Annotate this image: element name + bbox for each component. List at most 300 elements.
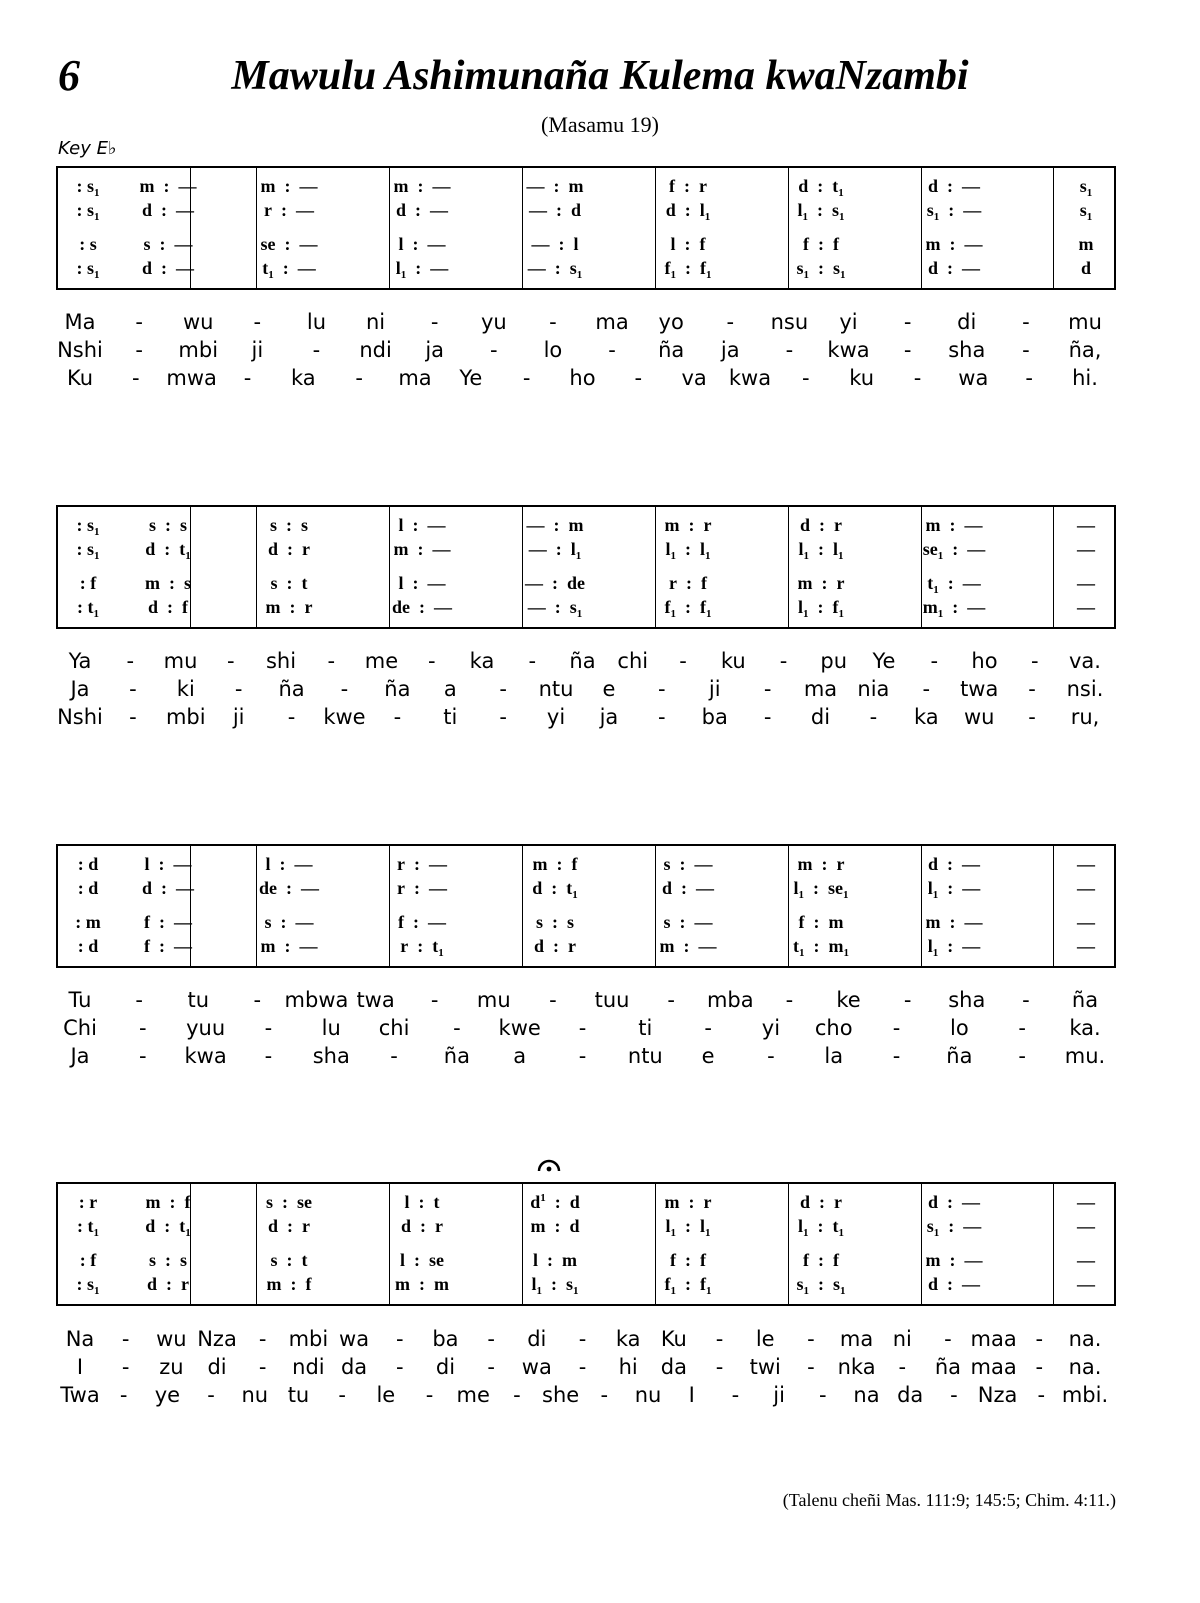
solfa-cell: : $s_1$: [76, 176, 100, 199]
lyric-syllable: wa: [521, 1355, 552, 1379]
solfa-cell: r : —: [397, 878, 447, 898]
syllable-hyphen: -: [427, 649, 436, 673]
syllable-hyphen: -: [430, 310, 439, 334]
syllable-hyphen: -: [528, 649, 537, 673]
lyric-syllable: ma: [839, 1327, 874, 1351]
solfa-cell: s : t: [270, 1250, 308, 1270]
solfa-cell: l : se: [400, 1250, 444, 1270]
solfa-cell: $l_1$ : —: [927, 878, 981, 901]
lyric-syllable: ña: [946, 1044, 973, 1068]
lyric-syllable: Ya: [68, 649, 92, 673]
syllable-hyphen: -: [658, 677, 666, 701]
solfa-cell: —: [1077, 1192, 1095, 1212]
lyric-syllable: sha: [948, 988, 986, 1012]
syllable-hyphen: -: [1018, 1016, 1026, 1040]
lyric-syllable: Chi: [63, 1016, 97, 1040]
lyric-syllable: Ja: [70, 677, 90, 701]
solfa-cell: r : f: [669, 573, 707, 593]
lyric-syllable: yi: [546, 705, 566, 729]
lyric-syllable: e: [701, 1044, 715, 1068]
syllable-hyphen: -: [390, 1044, 398, 1068]
solfa-cell: l : —: [144, 854, 192, 874]
solfa-cell: f : f: [670, 1250, 706, 1270]
syllable-hyphen: -: [704, 1016, 712, 1040]
lyric-syllable: ña: [934, 1355, 962, 1379]
syllable-hyphen: -: [513, 1383, 521, 1407]
lyric-syllable: ku: [720, 649, 746, 673]
lyric-syllable: yi: [761, 1016, 781, 1040]
solfa-cell: s : —: [663, 912, 713, 932]
syllable-hyphen: -: [608, 338, 616, 362]
solfa-cell: de : —: [392, 597, 452, 617]
syllable-hyphen: -: [944, 1327, 952, 1351]
solfa-cell: d : f: [148, 597, 188, 617]
lyric-syllable: ka: [290, 366, 316, 390]
syllable-hyphen: -: [549, 988, 557, 1012]
solfa-cell: l : —: [398, 515, 446, 535]
solfa-cell: — : $s_1$: [527, 597, 583, 620]
syllable-hyphen: -: [950, 1383, 958, 1407]
solfa-cell: m : —: [260, 936, 318, 956]
solfa-cell: —: [1077, 878, 1095, 898]
bar-line: [788, 1184, 789, 1304]
solfa-cell: $f_1$ : $f_1$: [664, 258, 712, 281]
syllable-hyphen: -: [522, 366, 531, 390]
lyric-syllable: le: [755, 1327, 775, 1351]
solfa-cell: —: [1077, 597, 1095, 617]
bar-line: [522, 846, 523, 966]
lyric-syllable: va: [681, 366, 707, 390]
lyric-syllable: tu: [287, 1383, 310, 1407]
syllable-hyphen: -: [126, 649, 135, 673]
solfa-cell: —: [1077, 936, 1095, 956]
lyric-syllable: mbwa: [284, 988, 349, 1012]
lyric-syllable: Na: [65, 1327, 95, 1351]
solfa-cell: d : —: [927, 1274, 981, 1294]
solfa-cell: m : s: [145, 573, 191, 593]
syllable-hyphen: -: [253, 988, 262, 1012]
lyric-syllable: Nshi: [57, 705, 103, 729]
solfa-cell: m : —: [925, 1250, 983, 1270]
solfa-cell: : d: [77, 936, 99, 956]
lyric-syllable: yuu: [186, 1016, 226, 1040]
lyric-syllable: Twa: [60, 1383, 100, 1407]
solfa-cell: —: [1077, 573, 1095, 593]
solfa-cell: s : —: [143, 234, 193, 254]
lyric-syllable: ji: [232, 705, 245, 729]
lyric-syllable: yo: [658, 310, 684, 334]
solfa-cell: d : r: [800, 1192, 842, 1212]
lyric-syllable: ye: [154, 1383, 181, 1407]
bar-line: [389, 168, 390, 288]
solfa-cell: d: [1080, 258, 1092, 278]
lyric-syllable: tu: [187, 988, 210, 1012]
syllable-hyphen: -: [121, 1327, 130, 1351]
bar-line: [256, 507, 257, 627]
solfa-cell: $l_1$ : $f_1$: [797, 597, 845, 620]
syllable-hyphen: -: [903, 988, 912, 1012]
lyric-syllable: me: [456, 1383, 490, 1407]
syllable-hyphen: -: [487, 1355, 495, 1379]
lyric-syllable: di: [810, 705, 831, 729]
syllable-hyphen: -: [658, 705, 666, 729]
solfa-cell: m: [1078, 234, 1094, 254]
solfa-cell: r : —: [397, 854, 447, 874]
solfa-cell: d : $t_1$: [798, 176, 844, 199]
syllable-hyphen: -: [253, 310, 262, 334]
lyric-syllable: e: [602, 677, 616, 701]
solfa-cell: m : r: [797, 854, 845, 874]
solfa-cell: se : —: [260, 234, 318, 254]
lyric-syllable: ni: [892, 1327, 912, 1351]
solfa-cell: $l_1$ : $t_1$: [797, 1216, 845, 1239]
lyric-syllable: wu: [156, 1327, 187, 1351]
syllable-hyphen: -: [226, 649, 235, 673]
lyric-syllable: ho: [569, 366, 596, 390]
solfa-cell: —: [1077, 1216, 1095, 1236]
solfa-cell: d : $t_1$: [532, 878, 578, 901]
syllable-hyphen: -: [1037, 1383, 1046, 1407]
solfa-cell: : $s_1$: [76, 515, 100, 538]
syllable-hyphen: -: [578, 1355, 587, 1379]
lyric-syllable: ji: [773, 1383, 785, 1407]
solfa-cell: r : —: [264, 200, 314, 220]
lyric-syllable: kwa: [728, 366, 772, 390]
bar-line: [1053, 1184, 1054, 1304]
syllable-hyphen: -: [395, 1327, 404, 1351]
lyric-syllable: tuu: [594, 988, 630, 1012]
syllable-hyphen: -: [119, 1383, 128, 1407]
syllable-hyphen: -: [499, 677, 507, 701]
syllable-hyphen: -: [1022, 338, 1030, 362]
lyric-syllable: nsu: [770, 310, 809, 334]
solfa-cell: d : —: [141, 878, 195, 898]
solfa-cell: : d: [77, 878, 99, 898]
solfa-cell: d : —: [927, 258, 981, 278]
lyric-syllable: nu: [241, 1383, 269, 1407]
lyric-syllable: yu: [480, 310, 507, 334]
lyric-syllable: Ma: [64, 310, 96, 334]
syllable-hyphen: -: [898, 1355, 907, 1379]
bar-line: [788, 507, 789, 627]
lyric-syllable: kwe: [498, 1016, 541, 1040]
syllable-hyphen: -: [892, 1016, 901, 1040]
lyric-syllable: kwe: [323, 705, 366, 729]
syllable-hyphen: -: [549, 310, 557, 334]
syllable-hyphen: -: [139, 1016, 147, 1040]
lyric-syllable: di: [527, 1327, 547, 1351]
solfa-cell: d : —: [927, 176, 981, 196]
solfa-cell: : $s_1$: [76, 1274, 100, 1297]
syllable-hyphen: -: [264, 1044, 273, 1068]
lyric-syllable: mbi: [178, 338, 219, 362]
solfa-cell: m : r: [664, 1192, 712, 1212]
solfa-cell: —: [1077, 539, 1095, 559]
syllable-hyphen: -: [807, 1327, 815, 1351]
solfa-cell: — : de: [525, 573, 585, 593]
bar-line: [655, 168, 656, 288]
syllable-hyphen: -: [892, 1044, 901, 1068]
lyric-syllable: wu: [182, 310, 214, 334]
syllable-hyphen: -: [715, 1355, 724, 1379]
bar-line: [522, 168, 523, 288]
solfa-cell: — : $s_1$: [527, 258, 583, 281]
notation-system-2: [56, 505, 1116, 629]
syllable-hyphen: -: [785, 988, 794, 1012]
syllable-hyphen: -: [425, 1383, 434, 1407]
lyric-syllable: mbi.: [1061, 1383, 1109, 1407]
lyric-syllable: di: [435, 1355, 456, 1379]
solfa-cell: d : r: [268, 539, 310, 559]
lyric-syllable: ña: [1071, 988, 1099, 1012]
syllable-hyphen: -: [430, 988, 439, 1012]
lyric-syllable: ndi: [292, 1355, 325, 1379]
syllable-hyphen: -: [139, 1044, 147, 1068]
lyric-syllable: ni: [366, 310, 386, 334]
lyric-syllable: cho: [814, 1016, 853, 1040]
solfa-cell: s : s: [148, 515, 188, 535]
solfa-cell: —: [1077, 515, 1095, 535]
syllable-hyphen: -: [600, 1383, 609, 1407]
bar-line: [190, 507, 191, 627]
syllable-hyphen: -: [287, 705, 296, 729]
lyric-syllable: kwa: [184, 1044, 227, 1068]
lyric-syllable: ntu: [538, 677, 574, 701]
syllable-hyphen: -: [121, 1355, 130, 1379]
lyric-syllable: ña: [658, 338, 685, 362]
solfa-cell: m : —: [260, 176, 318, 196]
bar-line: [921, 1184, 922, 1304]
syllable-hyphen: -: [767, 1044, 775, 1068]
syllable-hyphen: -: [135, 310, 143, 334]
syllable-hyphen: -: [726, 310, 735, 334]
lyric-syllable: I: [76, 1355, 84, 1379]
syllable-hyphen: -: [578, 1016, 587, 1040]
lyric-syllable: ji: [251, 338, 264, 362]
lyric-syllable: maa: [970, 1327, 1017, 1351]
solfa-cell: s : —: [663, 854, 713, 874]
lyric-syllable: Nza: [977, 1383, 1018, 1407]
lyric-syllable: mu.: [1064, 1044, 1106, 1068]
solfa-cell: m : —: [925, 912, 983, 932]
fermata-icon: [537, 1157, 561, 1173]
lyric-syllable: ña: [384, 677, 411, 701]
solfa-cell: m : r: [664, 515, 712, 535]
lyric-syllable: pu: [820, 649, 848, 673]
syllable-hyphen: -: [913, 366, 922, 390]
lyric-syllable: ke: [836, 988, 861, 1012]
solfa-cell: f : —: [144, 912, 192, 932]
solfa-cell: l : t: [404, 1192, 440, 1212]
solfa-cell: l : —: [398, 234, 446, 254]
lyric-syllable: zu: [159, 1355, 184, 1379]
solfa-cell: $se_1$ : —: [922, 539, 986, 562]
lyric-syllable: chi: [617, 649, 649, 673]
lyric-syllable: ja: [720, 338, 740, 362]
lyric-syllable: lo: [950, 1016, 969, 1040]
solfa-cell: m : f: [266, 1274, 312, 1294]
lyric-syllable: ja: [425, 338, 445, 362]
syllable-hyphen: -: [802, 366, 810, 390]
lyric-syllable: mbi: [165, 705, 206, 729]
lyric-syllable: Ye: [872, 649, 896, 673]
solfa-cell: $f_1$ : $f_1$: [664, 1274, 712, 1297]
solfa-cell: —: [1077, 912, 1095, 932]
syllable-hyphen: -: [634, 366, 643, 390]
solfa-cell: $s_1$ : —: [926, 200, 982, 223]
syllable-hyphen: -: [395, 1355, 404, 1379]
lyric-syllable: na: [853, 1383, 880, 1407]
solfa-cell: $l_1$ : —: [927, 936, 981, 959]
solfa-cell: $s_1$: [1079, 200, 1093, 223]
lyric-syllable: she: [542, 1383, 580, 1407]
solfa-cell: de : —: [259, 878, 319, 898]
solfa-cell: s : s: [148, 1250, 188, 1270]
solfa-cell: $s_1$ : $s_1$: [796, 1274, 846, 1297]
solfa-cell: $f_1$ : $f_1$: [664, 597, 712, 620]
syllable-hyphen: -: [1028, 677, 1036, 701]
syllable-hyphen: -: [667, 988, 675, 1012]
solfa-cell: m : —: [925, 515, 983, 535]
solfa-cell: : f: [79, 1250, 97, 1270]
solfa-cell: d : —: [141, 258, 195, 278]
syllable-hyphen: -: [490, 338, 498, 362]
syllable-hyphen: -: [135, 988, 143, 1012]
syllable-hyphen: -: [903, 310, 912, 334]
lyric-syllable: ndi: [359, 338, 392, 362]
lyric-syllable: Nshi: [57, 338, 103, 362]
notation-system-3: [56, 844, 1116, 968]
solfa-cell: m : d: [530, 1216, 580, 1236]
syllable-hyphen: -: [1022, 988, 1030, 1012]
lyric-syllable: hi: [618, 1355, 638, 1379]
hymn-subtitle: (Masamu 19): [541, 112, 659, 137]
syllable-hyphen: -: [763, 705, 772, 729]
lyric-syllable: Ku: [660, 1327, 687, 1351]
lyric-syllable: le: [376, 1383, 396, 1407]
solfa-cell: : f: [79, 573, 97, 593]
syllable-hyphen: -: [1030, 649, 1039, 673]
solfa-cell: d : $l_1$: [665, 200, 711, 223]
solfa-cell: $l_1$ : $l_1$: [798, 539, 844, 562]
solfa-cell: — : m: [526, 515, 584, 535]
solfa-cell: m : f: [532, 854, 578, 874]
lyric-syllable: Tu: [68, 988, 92, 1012]
solfa-cell: $d^1$ : d: [530, 1192, 580, 1212]
syllable-hyphen: -: [234, 677, 243, 701]
solfa-cell: s : t: [270, 573, 308, 593]
syllable-hyphen: -: [258, 1355, 267, 1379]
syllable-hyphen: -: [243, 366, 252, 390]
bar-line: [522, 507, 523, 627]
syllable-hyphen: -: [207, 1383, 215, 1407]
lyric-syllable: ji: [708, 677, 721, 701]
solfa-cell: : $t_1$: [77, 597, 99, 620]
footer-references: (Talenu cheñi Mas. 111:9; 145:5; Chim. 4:11.): [782, 1490, 1116, 1510]
solfa-cell: $t_1$ : $m_1$: [793, 936, 849, 959]
solfa-cell: $s_1$ : —: [926, 1216, 982, 1239]
solfa-cell: m : f: [145, 1192, 191, 1212]
solfa-cell: — : l: [531, 234, 579, 254]
solfa-cell: f : m: [798, 912, 844, 932]
syllable-hyphen: -: [869, 705, 878, 729]
syllable-hyphen: -: [1018, 1044, 1026, 1068]
lyric-syllable: da: [897, 1383, 924, 1407]
solfa-cell: m : —: [139, 176, 197, 196]
syllable-hyphen: -: [779, 649, 788, 673]
lyric-syllable: di: [207, 1355, 227, 1379]
lyric-syllable: ru,: [1070, 705, 1100, 729]
syllable-hyphen: -: [679, 649, 687, 673]
lyric-syllable: ti: [443, 705, 458, 729]
solfa-cell: l : m: [533, 1250, 577, 1270]
bar-line: [921, 168, 922, 288]
syllable-hyphen: -: [312, 338, 321, 362]
lyric-syllable: yi: [839, 310, 858, 334]
lyric-syllable: twi: [749, 1355, 781, 1379]
lyric-syllable: mu: [163, 649, 198, 673]
lyric-syllable: la: [824, 1044, 844, 1068]
solfa-cell: : $s_1$: [76, 258, 100, 281]
syllable-hyphen: -: [338, 1383, 346, 1407]
lyric-syllable: mu: [1068, 310, 1102, 334]
solfa-cell: — : $l_1$: [528, 539, 582, 562]
lyric-syllable: ti: [638, 1016, 653, 1040]
syllable-hyphen: -: [340, 677, 349, 701]
lyric-syllable: da: [660, 1355, 687, 1379]
solfa-cell: $l_1$ : $l_1$: [665, 1216, 711, 1239]
bar-line: [1053, 168, 1054, 288]
syllable-hyphen: -: [715, 1327, 724, 1351]
lyric-syllable: maa: [970, 1355, 1017, 1379]
lyric-syllable: chi: [378, 1016, 410, 1040]
solfa-cell: f : —: [144, 936, 192, 956]
hymn-title: Mawulu Ashimunaña Kulema kwaNzambi: [231, 53, 969, 99]
solfa-cell: s : se: [266, 1192, 312, 1212]
syllable-hyphen: -: [922, 677, 931, 701]
syllable-hyphen: -: [132, 366, 140, 390]
lyric-syllable: va.: [1069, 649, 1101, 673]
solfa-cell: f : f: [803, 1250, 839, 1270]
lyric-syllable: nsi.: [1066, 677, 1104, 701]
lyric-syllable: di: [957, 310, 977, 334]
lyric-syllable: mba: [706, 988, 754, 1012]
lyric-syllable: wa: [339, 1327, 370, 1351]
solfa-cell: : $s_1$: [76, 539, 100, 562]
solfa-cell: : d: [77, 854, 99, 874]
syllable-hyphen: -: [578, 1044, 587, 1068]
solfa-cell: s : s: [269, 515, 309, 535]
bar-line: [921, 846, 922, 966]
bar-line: [256, 1184, 257, 1304]
lyric-syllable: twa: [960, 677, 999, 701]
lyric-syllable: ba: [432, 1327, 459, 1351]
solfa-cell: f : r: [669, 176, 707, 196]
solfa-cell: m : —: [393, 176, 451, 196]
solfa-cell: : m: [75, 912, 101, 932]
lyric-syllable: nka: [837, 1355, 876, 1379]
bar-line: [655, 507, 656, 627]
solfa-cell: $s_1$: [1079, 176, 1093, 199]
syllable-hyphen: -: [807, 1355, 815, 1379]
bar-line: [522, 1184, 523, 1304]
lyric-syllable: sha: [312, 1044, 350, 1068]
syllable-hyphen: -: [487, 1327, 495, 1351]
solfa-cell: d : r: [800, 515, 842, 535]
syllable-hyphen: -: [135, 338, 143, 362]
solfa-cell: d : r: [401, 1216, 443, 1236]
lyric-syllable: I: [688, 1383, 695, 1407]
